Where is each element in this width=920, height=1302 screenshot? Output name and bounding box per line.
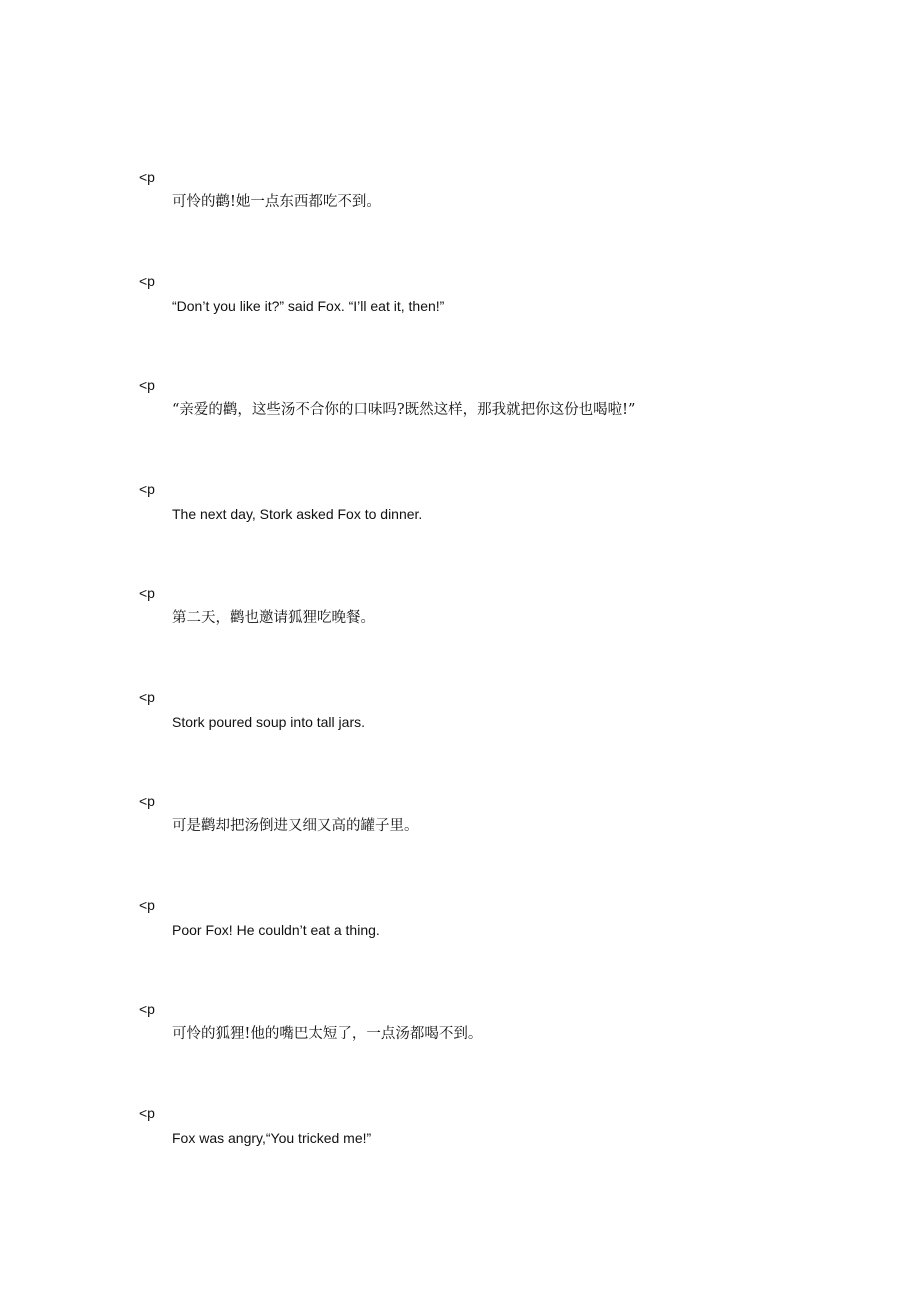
paragraph-marker: <p <box>139 169 155 185</box>
paragraph-block <box>0 1105 920 1165</box>
paragraph-text: 第二天，鹳也邀请狐狸吃晚餐。 <box>172 610 375 626</box>
paragraph-block <box>0 273 920 333</box>
paragraph-text: 可怜的狐狸!他的嘴巴太短了，一点汤都喝不到。 <box>172 1026 483 1042</box>
paragraph-marker: <p <box>139 689 155 705</box>
paragraph-block <box>0 585 920 645</box>
paragraph-marker: <p <box>139 481 155 497</box>
paragraph-block <box>0 1001 920 1061</box>
paragraph-marker: <p <box>139 793 155 809</box>
paragraph-block <box>0 481 920 541</box>
paragraph-text: Fox was angry,“You tricked me!” <box>172 1130 372 1146</box>
paragraph-block <box>0 377 920 437</box>
paragraph-marker: <p <box>139 273 155 289</box>
paragraph-text: 可是鹳却把汤倒进又细又高的罐子里。 <box>172 818 419 834</box>
paragraph-text: The next day, Stork asked Fox to dinner. <box>172 506 423 522</box>
paragraph-block <box>0 169 920 229</box>
paragraph-marker: <p <box>139 1001 155 1017</box>
paragraph-marker: <p <box>139 377 155 393</box>
paragraph-text: Stork poured soup into tall jars. <box>172 714 365 730</box>
paragraph-text: “Don’t you like it?” said Fox. “I’ll eat it, then!” <box>172 298 445 314</box>
paragraph-text: Poor Fox! He couldn’t eat a thing. <box>172 922 380 938</box>
paragraph-marker: <p <box>139 897 155 913</box>
paragraph-block <box>0 897 920 957</box>
paragraph-text: “亲爱的鹳，这些汤不合你的口味吗?既然这样，那我就把你这份也喝啦!” <box>172 402 636 418</box>
paragraph-block <box>0 793 920 853</box>
paragraph-block <box>0 689 920 749</box>
paragraph-marker: <p <box>139 1105 155 1121</box>
paragraph-marker: <p <box>139 585 155 601</box>
paragraph-text: 可怜的鹳!她一点东西都吃不到。 <box>172 194 381 210</box>
